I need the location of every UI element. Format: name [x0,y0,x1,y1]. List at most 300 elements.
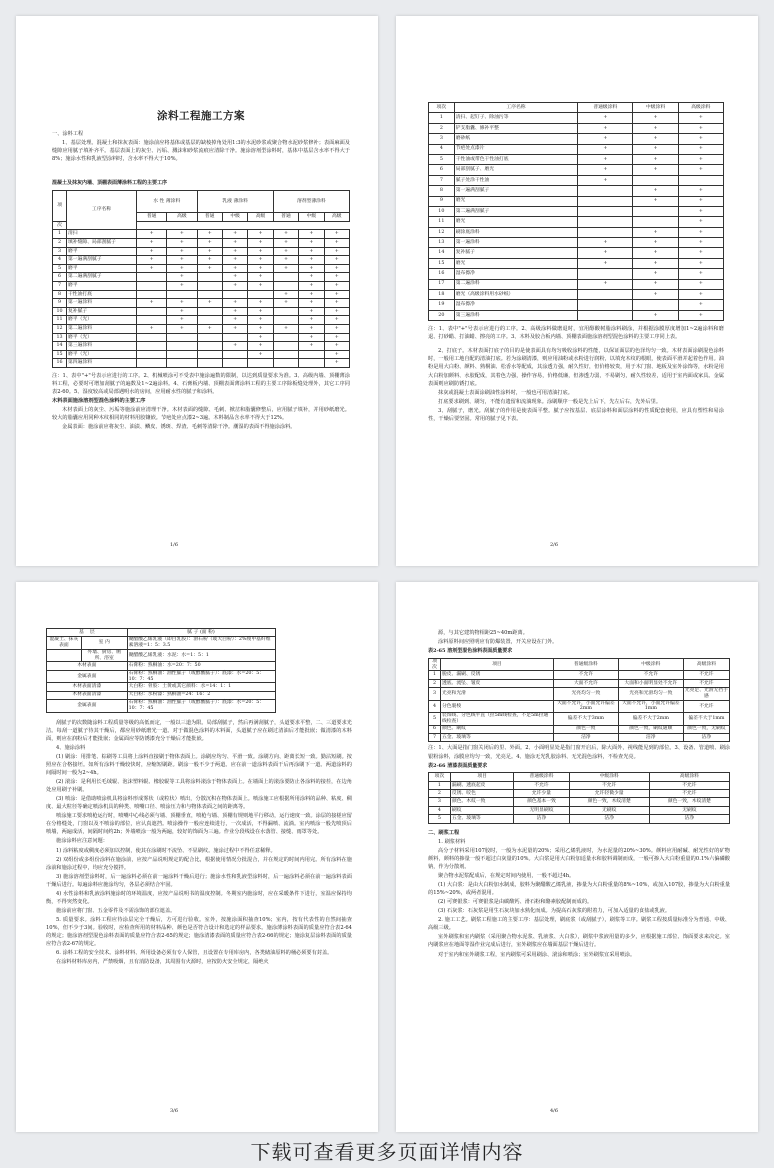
table-row [429,217,724,227]
table-cell [137,333,167,342]
table-row [53,333,350,342]
table-cell: + [299,264,324,273]
table-cell [137,282,167,291]
table-cell: + [578,123,633,133]
table-cell: + [167,264,197,273]
table-cell: 1 [429,781,451,789]
table-cell: + [299,230,324,239]
table-row [429,258,724,268]
table-cell: + [678,206,723,216]
paragraph: 涂料原料间应照明应有防爆装置，开关应设在门外。 [438,639,558,646]
paragraph: 源，与其它建筑物相距25~40m距离。 [438,630,528,636]
table-row [429,671,730,679]
paragraph: 打底要求刷到、刷匀，不能有遗留和流淌现象。涂刷顺序一般是先上后下，先左后右，先外后里。 [438,398,662,405]
table-cell [578,196,633,206]
table-cell: + [324,256,349,265]
table-cell: + [324,264,349,273]
table-cell [197,307,222,316]
table-cell: 不允许 [683,671,729,679]
table-cell [137,350,167,359]
table-cell [197,350,222,359]
table-cell [273,342,298,351]
table-cell: 4 [429,806,451,814]
table-caption: 表2-66 清漆表面质量要求 [428,762,488,769]
table-row [53,299,350,308]
table-header-cell: 项目 [450,773,514,781]
paragraph: 施涂涂料应注意问题： [56,838,108,845]
table-cell: 1 [429,113,455,123]
table-cell: 第一遍满刮腻子 [67,256,137,265]
table-header-cell: 乳液 薄涂料 [197,191,273,213]
table-cell: 光亮和光滑均匀一致 [618,688,683,701]
table-cell [273,316,298,325]
table-cell: 腻子处涂干性油 [454,175,578,185]
table-row [429,206,724,216]
table-cell [578,227,633,237]
table-row [53,290,350,299]
table-cell: + [248,307,273,316]
table-cell: + [222,264,247,273]
table-cell: 20 [429,310,455,320]
table-header-cell: 基 层 [47,629,128,637]
table-cell: + [578,134,633,144]
table-cell: 磨平（光） [67,316,137,325]
table-cell [273,273,298,282]
table-row [429,196,724,206]
table-cell: + [222,239,247,248]
table-cell: 洁净 [569,815,649,823]
table-header-cell: 普通 [197,213,222,222]
table-cell: 湿布擦净 [454,300,578,310]
table-cell: 不允许 [514,781,569,789]
table-cell: 金属表面 [47,700,128,713]
table-cell: 允许轻微少量 [569,790,649,798]
table-row [429,113,724,123]
table-cell: 15 [429,258,455,268]
paragraph: 2) 双组份或多组份涂料在施涂前，应按产品说明规定的配合比，根据使用情况分批混合，并在规定的时间内用完。所有涂料在施涂前和施涂过程中，均应充分搅拌。 [46,856,352,871]
table-note: 注：1、表中"+"号表示应进行的工序。2、高级涂料做磨退时，宜用醇酸树脂涂料刷涂，并根据涂膜厚度增加1~2遍涂料和磨退、打砂蜡、打油蜡、擦亮的工序。3、木料及胶合板内墙、顶棚表面施涂溶剂型混色涂料的主要工序同上表。 [428,326,724,341]
paragraph: 室外刷浆和室内刷浆（采用聚合物水泥浆、乳液浆、大白浆），刷浆中浆液用量的多少，应根据施工部位、饰面要求来决定。室内刷浆应在地面等湿作业完成后进行，室外刷浆应在墙面基层干燥后进行。 [428,934,730,949]
table-cell: 6 [53,273,67,282]
table-cell: + [578,154,633,164]
table-header-cell: 项 [53,191,67,222]
table-cell: + [248,230,273,239]
quality-table-65 [428,658,730,743]
table-row [429,679,730,687]
table-cell: 聚醋酸乙烯乳液：水泥：水=1：5：1 [127,649,275,662]
table-cell [273,350,298,359]
table-row [53,239,350,248]
table-cell: + [299,247,324,256]
table-cell: 第一遍涂料 [454,238,578,248]
table-cell: + [167,299,197,308]
table-header-cell: 高级 [248,213,273,222]
table-row [53,324,350,333]
table-cell: + [197,239,222,248]
table-cell: 清扫、起钉子、除油污等 [454,113,578,123]
table-row [47,637,276,650]
table-cell: 石膏粉：熟桐油：油性腻子（或醇酸腻子）：底漆：水=20：5：10：7：45 [127,700,275,713]
table-cell: + [248,256,273,265]
table-cell: 12 [429,227,455,237]
table-row [429,144,724,154]
table-cell: 第一遍满刮腻子 [454,186,578,196]
table-cell [137,273,167,282]
table-row [429,175,724,185]
table-header-cell: 高级涂料 [683,658,729,671]
document-page-3 [16,582,378,1132]
table-cell: + [273,264,298,273]
paragraph: 1、基层处理。混凝土和抹灰表面：施涂前应将基体或基层的缺棱掉角处用1:3的水泥砂浆或聚合物水泥砂浆修补；表面麻面及缝隙应用腻子填补齐平。基层表面上的灰尘、污垢、溅沫和砂浆流痕应清除干净。施涂溶剂型涂料时，基体中基层含水率不得大于8%；施涂水性和乳液型涂料时，含水率不得大于10%。 [52,140,350,163]
table-cell: + [273,239,298,248]
table-cell: + [578,279,633,289]
table-header-cell: 项目 [440,658,553,671]
table-cell: 11 [429,217,455,227]
table-header-cell: 普通级涂料 [578,103,633,113]
table-cell: + [137,239,167,248]
table-cell: + [197,264,222,273]
table-cell: 干性油或带色干性油打底 [454,154,578,164]
table-cell: 磨平 [67,264,137,273]
table-cell [273,307,298,316]
table-cell [678,175,723,185]
paragraph: (3) 喷涂：是借助喷涂机具将涂料形成雾状（或粒状）喷出，分散沉积在物体表面上。喷涂施工应根据所用涂料的品种、粘度、稠度、最大粒径等确定喷涂机具的种类、喷嘴口径、喷涂压力和与物体表面之间的距离等。 [46,796,352,811]
table-cell: 1 [53,230,67,239]
table-cell: + [633,290,678,300]
table-note: 注：1、大面是指门窗关闭后的里、外面。2、小面明显处是指门窗开启后，除大面外，视线能见到的部位。3、设备、管道喷、刷涂银粉涂料，涂膜应均匀一致，光亮足。4、施涂无光乳胶涂料、无光混色涂料，不检查光亮。 [428,745,730,760]
table-cell: + [248,342,273,351]
table-cell: + [222,230,247,239]
table-row [429,134,724,144]
table-header-cell: 项次 [429,658,441,671]
table-header-cell: 普通 [273,213,298,222]
table-cell: 石膏粉：熟桐油：油性腻子（或醇酸腻子）：底漆：水=20：5：10：7：45 [127,670,275,683]
table-cell: + [678,165,723,175]
table-cell: 第二遍涂料 [67,324,137,333]
table-cell: 第三遍涂料 [67,342,137,351]
table-cell: + [578,113,633,123]
table-cell: 不允许 [618,671,683,679]
table-cell: 漏刷、透底起皮 [450,781,514,789]
table-header-cell: 中级涂料 [633,103,678,113]
table-cell: 第二遍涂料 [454,279,578,289]
table-header-cell: 普通 [137,213,167,222]
table-cell: 2 [53,239,67,248]
table-row [53,350,350,359]
table-cell: 3 [53,247,67,256]
table-cell: 19 [429,300,455,310]
table-cell: + [678,113,723,123]
table-cell: + [299,307,324,316]
table-cell: 不允许 [569,781,649,789]
table-cell: 颜色一致，无刷纹 [683,725,729,733]
paragraph: (1) 大白浆：是由大白粉加水制成，胶料为聚醋酸乙烯乳液，掺量为大白粉重量的8%~10%，或加入107胶，掺量为大白粉重量的15%~20%，或两者混用。 [428,882,731,897]
table-cell: + [222,282,247,291]
table-cell: 7 [53,282,67,291]
table-cell: + [578,248,633,258]
table-row [429,227,724,237]
table-cell: 无刷纹 [569,806,649,814]
table-cell: 14 [429,248,455,258]
table-cell: 18 [429,290,455,300]
table-cell: 金属表面 [47,670,128,683]
table-cell: 透底、流坠、皱皮 [440,679,553,687]
table-cell [47,649,82,662]
table-cell [222,290,247,299]
table-cell: + [324,290,349,299]
table-row [429,248,724,258]
table-cell: 颜色、刷纹 [440,725,553,733]
table-cell: 磨平（光） [67,333,137,342]
table-cell: + [578,238,633,248]
table-cell: 8 [429,186,455,196]
table-cell: + [273,256,298,265]
table-cell: 颜色基本一致 [514,798,569,806]
table-cell: + [324,282,349,291]
table-cell: + [299,333,324,342]
table-row [47,662,276,670]
table-cell: + [678,217,723,227]
page-number: 2/6 [549,542,558,549]
table-cell: 五金、玻璃等 [440,734,553,742]
table-cell: + [299,282,324,291]
table-row [47,691,276,699]
table-cell: 洁净 [553,734,618,742]
table-cell [197,342,222,351]
table-cell: + [678,196,723,206]
table-cell: + [324,247,349,256]
table-cell: + [678,134,723,144]
table-cell: 2 [429,679,441,687]
table-note: 注：1、表中"+"号表示应进行的工序。2、机械喷涂可不受表中施涂遍数的限制，以达到质量要求为准。3、高级内墙、顶棚薄涂料工程，必要时可增加刮腻子的遍数及1~2遍涂料。4、石膏板内墙、顶棚表面薄涂料工程的主要工序除板缝处理外，其它工序同表2-60。5、湿度较高或局部遇明水的房间，应用耐水性的腻子和涂料。 [52,372,350,396]
table-cell [248,290,273,299]
table-cell: 10 [429,206,455,216]
table-cell: + [324,324,349,333]
table-cell: + [678,123,723,133]
table-row [429,238,724,248]
table-cell [197,273,222,282]
table-cell: 局部刮腻子、磨光 [454,165,578,175]
table-cell: + [633,279,678,289]
table-cell: + [222,342,247,351]
paragraph: 施涂前应将门窗、五金零件及不需涂饰的部位遮盖。 [56,907,176,914]
table-row [429,725,730,733]
table-cell: + [197,324,222,333]
table-cell: + [633,238,678,248]
table-cell: + [678,290,723,300]
table-cell: 15 [53,350,67,359]
table-cell: + [167,282,197,291]
table-cell [137,290,167,299]
download-banner[interactable]: 下载可查看更多页面详情内容 [250,1140,524,1164]
table-cell: 装饰线、分色线平直（拉5m线检查，不足5m拉通线检查） [440,713,553,726]
paragraph: 喷涂施工要求喷枪运行时，喷嘴中心线必须与墙、顶棚垂直，喷枪与墙、顶棚有规则地平行移动，运行速度一致。涂层的接槎应留在分格缝处，门窗以及不喷涂的部位，应认真遮挡。喷涂操作一般应连续进行，一次成活，不得漏喷、流淌。室内喷涂一般先喷顶后喷墙，两遍成活，间隔时间约2h；外墙喷涂一般为两遍，较好的饰面为三遍。作业分段线设在水落管、接缝、雨罩等处。 [46,813,352,836]
table-cell: 洁净 [618,734,683,742]
table-cell: 分色裹棱 [440,700,553,713]
table-cell: + [678,154,723,164]
quality-table-66 [428,772,730,823]
table-row [53,307,350,316]
table-header-cell: 中级 [299,213,324,222]
table-cell: + [137,256,167,265]
table-header-cell: 溶剂型薄涂料 [273,191,349,213]
table-row [53,256,350,265]
table-cell: + [678,144,723,154]
table-cell: 湿布擦净 [454,269,578,279]
table-cell: + [633,134,678,144]
table-cell: 室 内 [81,637,127,650]
table-cell: + [633,186,678,196]
table-cell: + [324,350,349,359]
document-page-1 [16,16,378,566]
table-cell: 光亮足、光滑无挡手感 [684,688,728,699]
table-row [429,186,724,196]
table-cell: 石膏粉：熟桐油：水=20：7：50 [127,662,275,670]
table-cell: + [222,247,247,256]
table-cell: 第二遍满刮腻子 [67,273,137,282]
table-cell: 第四遍涂料 [67,359,137,368]
table-cell: + [273,299,298,308]
table-cell: 5 [429,154,455,164]
table-cell [167,350,197,359]
table-header-cell: 次 [53,221,67,230]
table-cell [167,359,197,368]
paragraph: 2. 施工工艺。刷浆工程施工的主要工序：基层处理，刷底浆（或刮腻子），刷浆等工序。刷浆工程按质量标准分为普通、中级、高级三级。 [428,917,730,932]
table-cell: 磨平 [67,282,137,291]
table-cell [578,269,633,279]
table-cell: + [324,316,349,325]
paragraph: (1) 刷涂：用排笔、棕刷等工具将上涂料直接刷于物体表面上。涂刷应均匀、平滑一致。涂刷方向、距离长短一致。勤沾短刷。按照应在合格接坯。如所有涂料干燥较快时，应缩短刷距。刷涂一般不少于两道。应在前一道涂料表面干后再涂刷下一道。两道涂料的间隔时间一般为2~4h。 [46,753,352,776]
table-cell: + [137,247,167,256]
table-row [429,310,724,320]
table-cell: + [324,299,349,308]
table-cell: 颜色一致，木纹清楚 [569,798,649,806]
table-cell: + [167,230,197,239]
sub-caption: 木料表面施涂溶剂型混色涂料的主要工序 [52,398,146,405]
table-row [429,815,730,823]
table-cell: 刷纹 [450,806,514,814]
table-cell: + [222,299,247,308]
table-cell: + [324,307,349,316]
table-header-cell: 高级涂料 [678,103,723,113]
table-cell: + [678,248,723,258]
table-cell: 磨光（高级涂料用水砂纸） [454,290,578,300]
table-cell [197,290,222,299]
table-cell [137,316,167,325]
table-cell: 聚醋酸乙烯乳液（即白乳胶）：滑石粉（或大白粉）：2%羧甲基纤维素溶液=1：5：3.5 [127,637,275,650]
table-cell: 5 [53,264,67,273]
paragraph: 对于室内和室外刷浆工程，室内刷浆可采用刷涂、滚涂和喷涂；室外刷浆宜采用喷涂。 [438,951,636,958]
paragraph: 4) 水性涂料和乳液涂料施涂时的环境温度，应按产品说明书的温度控制。冬期室内施涂时，应在采暖条件下进行，室温应保持均衡，不得突然变化。 [46,890,352,905]
table-cell: + [273,290,298,299]
table-cell: 洁净 [514,815,569,823]
table-header-cell: 中级涂料 [618,658,683,671]
table-cell: + [678,279,723,289]
table-cell [633,175,678,185]
table-cell: 14 [53,342,67,351]
table-cell: 大面不允许，小面允许偏差2mm [553,700,618,713]
table-cell [137,359,167,368]
table-row [429,781,730,789]
table-row [429,290,724,300]
table-cell: 9 [429,196,455,206]
table-row [53,316,350,325]
table-row [429,279,724,289]
table-cell: + [299,256,324,265]
table-cell: 光亮和光滑 [440,688,553,701]
table-cell [273,333,298,342]
table-cell [633,217,678,227]
table-cell: 偏差不大于1mm [683,713,729,726]
table-cell: 5 [429,713,441,726]
table-cell: + [167,239,197,248]
table-cell: + [633,154,678,164]
table-cell: + [197,247,222,256]
table-header-cell: 腻 子 (面 粉) [127,629,275,637]
table-cell: + [299,273,324,282]
paragraph: 5. 质量要求。涂料工程应待涂层完全干燥后，方可进行验收。室外，按施涂面积抽查10%；室内，按有代表性的自然间抽查10%，但不少于3间。验收时，应检查所用的材料品种、颜色是否符合设计和选定的样品要求。施涂薄涂料表面的质量应符合表2-64的规定；施涂溶剂型混色涂料表面的质量应符合表2-65的规定；施涂清漆表面的质量应符合表2-66的规定；施涂复层涂料表面的质量应符合表2-67的规定。 [46,917,352,948]
table-cell: + [248,350,273,359]
table-cell: 5 [429,815,451,823]
paragraph: 6. 涂料工程的安全技术。涂料材料、所用设备必须有专人保管，且设置在专用库房内，各类储油原料的桶必须要有封盖。 [56,950,333,957]
table-row [53,230,350,239]
table-cell [299,359,324,368]
table-cell: + [299,324,324,333]
table-cell: 16 [429,269,455,279]
table-header-cell: 工序名称 [454,103,578,113]
table-cell: 不允许 [683,700,729,713]
table-header-cell: 项次 [429,103,455,113]
table-cell: + [222,273,247,282]
table-cell: + [633,144,678,154]
table-cell: + [248,273,273,282]
table-cell: + [137,324,167,333]
table-cell: 不允许 [649,790,729,798]
paragraph: 1. 刷浆材料 [438,838,466,845]
table-cell: + [633,113,678,123]
table-cell: + [248,299,273,308]
table-cell: 填补缝隙、局部刮腻子 [67,239,137,248]
table-cell: 复补腻子 [67,307,137,316]
page-number: 4/6 [549,1108,558,1115]
process-table-1 [52,190,350,368]
table-cell: 允许少量 [514,790,569,798]
table-row [429,165,724,175]
table-cell: 大白粉：骨胶：土黄或其它颜料：水=14：1：1 [127,683,275,691]
table-cell: + [678,238,723,248]
table-cell: + [633,269,678,279]
table-row [429,123,724,133]
paragraph: (2) 滚涂：是利用长毛绒辊、泡沫塑料辊、橡胶辊等工具将涂料滚涂于物体表面上。在墙面上的滚涂要防止各涂料的接茬，在边角处应用刷子补刷。 [46,779,352,794]
table-cell: 13 [53,333,67,342]
table-cell: 13 [429,238,455,248]
process-table-2 [428,102,724,321]
table-cell: 木材表面清漆 [47,683,128,691]
table-cell [137,342,167,351]
table-cell [578,217,633,227]
table-cell: + [248,282,273,291]
table-row [53,264,350,273]
table-cell: 光亮均匀一致 [553,688,618,701]
table-cell [197,333,222,342]
table-cell [167,290,197,299]
table-cell [578,310,633,320]
table-cell [197,359,222,368]
table-cell [222,350,247,359]
table-cell: + [222,324,247,333]
table-header-cell: 工序名称 [67,191,137,230]
table-row [47,683,276,691]
